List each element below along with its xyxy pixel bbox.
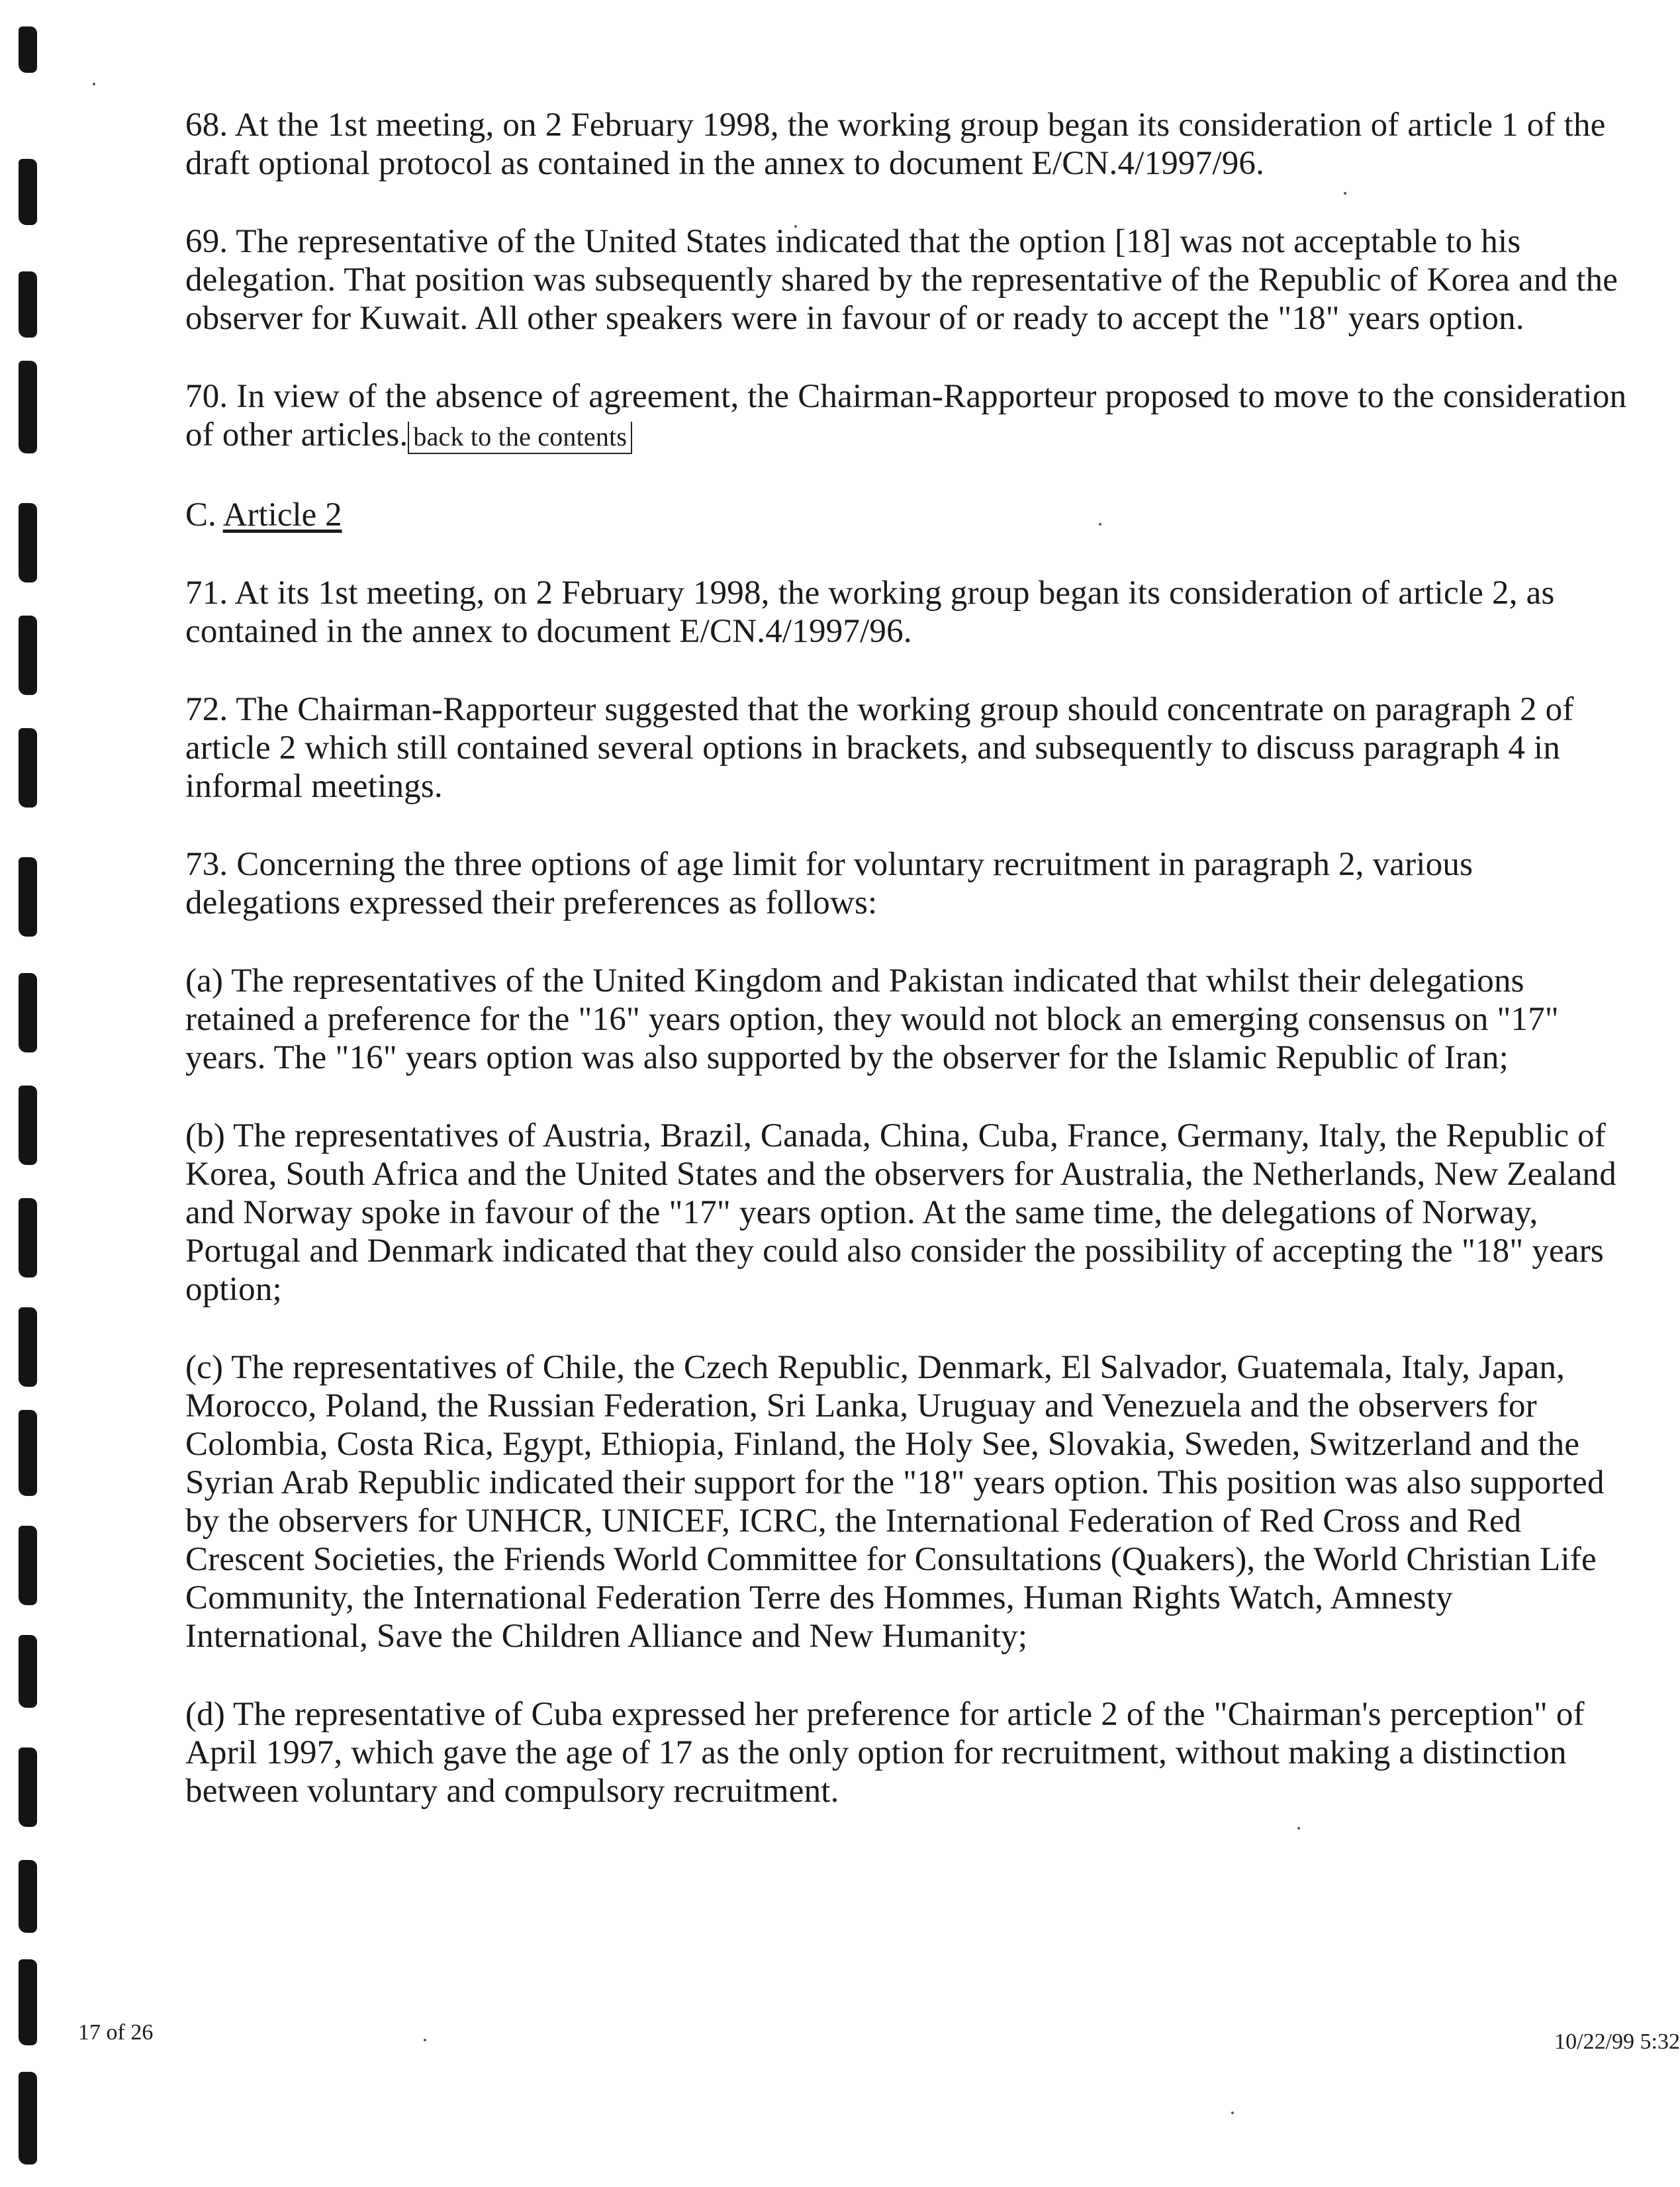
scan-mark	[19, 1086, 37, 1165]
section-heading	[185, 496, 1628, 534]
scan-mark	[19, 973, 37, 1052]
scan-mark	[19, 503, 37, 582]
scan-mark	[19, 1860, 37, 1933]
scan-mark	[19, 616, 37, 695]
scan-mark	[19, 26, 37, 73]
scan-mark	[19, 1635, 37, 1708]
scan-speck	[1231, 2112, 1234, 2114]
scan-mark	[19, 1198, 37, 1278]
scan-mark	[19, 271, 37, 338]
print-timestamp: 10/22/99 5:32	[1554, 2029, 1680, 2054]
scan-mark	[19, 1959, 37, 2045]
paragraph-72: 72. The Chairman-Rapporteur suggested that the working group should concentrate on paragraph 2 of article 2 which still contained several options in brackets, and subsequently to discuss paragraph 4 in informal meetings.	[185, 691, 1574, 805]
scan-margin-marks	[19, 0, 45, 2187]
section-prefix: C.	[185, 496, 216, 534]
paragraph-68: 68. At the 1st meeting, on 2 February 1998, the working group began its consideration of article 1 of the draft optional protocol as contained in the annex to document E/CN.4/1997/96.	[185, 107, 1606, 182]
document-body	[185, 106, 1628, 1850]
scan-speck	[93, 83, 95, 85]
subparagraph-b: (b) The representatives of Austria, Brazil, Canada, China, Cuba, France, Germany, Italy, the Republic of Korea, South Africa and the United States and the observers for Australia, the Netherlands, New Zealand and Norway spoke in favour of the "17" years option. At the same time, the delegations of Norway, Portugal and Denmark indicated that they could also consider the possibility of accepting the "18" years option;	[185, 1117, 1616, 1308]
scan-mark	[19, 159, 37, 225]
subparagraph-d: (d) The representative of Cuba expressed her preference for article 2 of the "Chairman's perception" of April 1997, which gave the age of 17 as the only option for recruitment, without making a distinction between voluntary and compulsory recruitment.	[185, 1696, 1585, 1810]
paragraph-69: 69. The representative of the United States indicated that the option [18] was not acceptable to his delegation. That position was subsequently shared by the representative of the Republic of Korea and the observer for Kuwait. All other speakers were in favour of or ready to accept the "18" years option.	[185, 223, 1618, 337]
subparagraph-a: (a) The representatives of the United Kingdom and Pakistan indicated that whilst their delegations retained a preference for the "16" years option, they would not block an emerging consensus on "17" years. The "16" years option was also supported by the observer for the Islamic Republic of Iran;	[185, 962, 1559, 1076]
scan-mark	[19, 1410, 37, 1496]
scan-speck	[424, 2039, 426, 2041]
scan-mark	[19, 728, 37, 808]
scan-mark	[19, 857, 37, 937]
scan-mark	[19, 1747, 37, 1827]
back-to-contents-link[interactable]: back to the contents	[408, 422, 632, 454]
paragraph-70	[185, 377, 1628, 456]
scan-mark	[19, 2072, 37, 2164]
page-number: 17 of 26	[78, 2020, 154, 2045]
paragraph-70-text: 70. In view of the absence of agreement, the Chairman-Rapporteur proposed to move to the consideration of other articles.	[185, 378, 1627, 453]
section-title: Article 2	[222, 496, 342, 534]
scan-mark	[19, 1526, 37, 1605]
paragraph-73: 73. Concerning the three options of age limit for voluntary recruitment in paragraph 2, various delegations expressed their preferences as follows:	[185, 846, 1473, 921]
scan-mark	[19, 361, 37, 453]
subparagraph-c: (c) The representatives of Chile, the Czech Republic, Denmark, El Salvador, Guatemala, Italy, Japan, Morocco, Poland, the Russian Federation, Sri Lanka, Uruguay and Venezuela and the observers for Colombia, Costa Rica, Egypt, Ethiopia, Finland, the Holy See, Slovakia, Sweden, Switzerland and the Syrian Arab Republic indicated their support for the "18" years option. This position was also supported by the observers for UNHCR, UNICEF, ICRC, the International Federation of Red Cross and Red Crescent Societies, the Friends World Committee for Consultations (Quakers), the World Christian Life Community, the International Federation Terre des Hommes, Human Rights Watch, Amnesty International, Save the Children Alliance and New Humanity;	[185, 1349, 1605, 1655]
scan-mark	[19, 1307, 37, 1387]
paragraph-71: 71. At its 1st meeting, on 2 February 1998, the working group began its consideration of article 2, as contained in the annex to document E/CN.4/1997/96.	[185, 575, 1555, 650]
